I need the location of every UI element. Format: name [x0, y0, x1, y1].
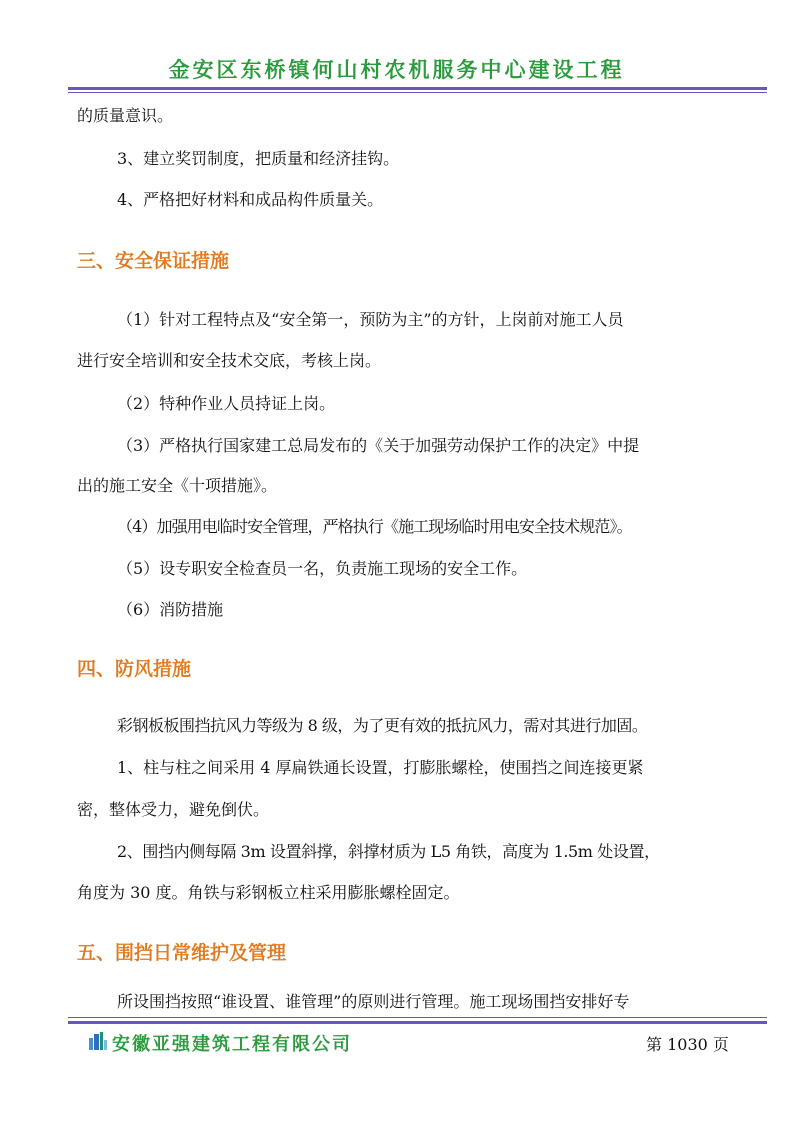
section-heading-safety: 三、安全保证措施	[77, 250, 230, 272]
section-heading-maintenance: 五、围挡日常维护及管理	[77, 942, 287, 964]
paragraph: （3）严格执行国家建工总局发布的《关于加强劳动保护工作的决定》中提	[117, 436, 640, 455]
paragraph: 角度为 30 度。角铁与彩钢板立柱采用膨胀螺栓固定。	[77, 883, 460, 902]
paragraph: （5）设专职安全检查员一名，负责施工现场的安全工作。	[117, 559, 528, 578]
paragraph: 进行安全培训和安全技术交底，考核上岗。	[77, 351, 382, 370]
footer-rule-thin	[68, 1017, 767, 1018]
paragraph: 密，整体受力，避免倒伏。	[77, 800, 270, 819]
paragraph: 3、建立奖罚制度，把质量和经济挂钩。	[117, 149, 400, 168]
paragraph: （1）针对工程特点及“安全第一，预防为主”的方针，上岗前对施工人员	[117, 310, 624, 329]
paragraph: 的质量意识。	[77, 106, 174, 125]
paragraph: 出的施工安全《十项措施》。	[77, 476, 278, 495]
paragraph: 彩钢板板围挡抗风力等级为 8 级，为了更有效的抵抗风力，需对其进行加固。	[117, 716, 648, 735]
paragraph: （6）消防措施	[117, 600, 224, 619]
paragraph: （4）加强用电临时安全管理，严格执行《施工现场临时用电安全技术规范》。	[117, 517, 632, 536]
paragraph: 2、围挡内侧每隔 3m 设置斜撑，斜撑材质为 L5 角铁，高度为 1.5m 处设置，	[117, 842, 660, 861]
footer-rule-thick	[68, 1021, 767, 1024]
footer-company: 安徽亚强建筑工程有限公司	[112, 1034, 352, 1055]
page-number: 第 1030 页	[646, 1035, 729, 1054]
paragraph: 4、严格把好材料和成品构件质量关。	[117, 190, 384, 209]
header-rule-thin	[68, 92, 767, 93]
section-heading-wind: 四、防风措施	[77, 658, 192, 680]
paragraph: 1、柱与柱之间采用 4 厚扁铁通长设置，打膨胀螺栓，使围挡之间连接更紧	[117, 758, 644, 777]
header-rule-thick	[68, 87, 767, 90]
header-title: 金安区东桥镇何山村农机服务中心建设工程	[168, 58, 625, 82]
paragraph: 所设围挡按照“谁设置、谁管理”的原则进行管理。施工现场围挡安排好专	[117, 992, 630, 1011]
building-logo-icon	[88, 1032, 108, 1050]
paragraph: （2）特种作业人员持证上岗。	[117, 394, 336, 413]
